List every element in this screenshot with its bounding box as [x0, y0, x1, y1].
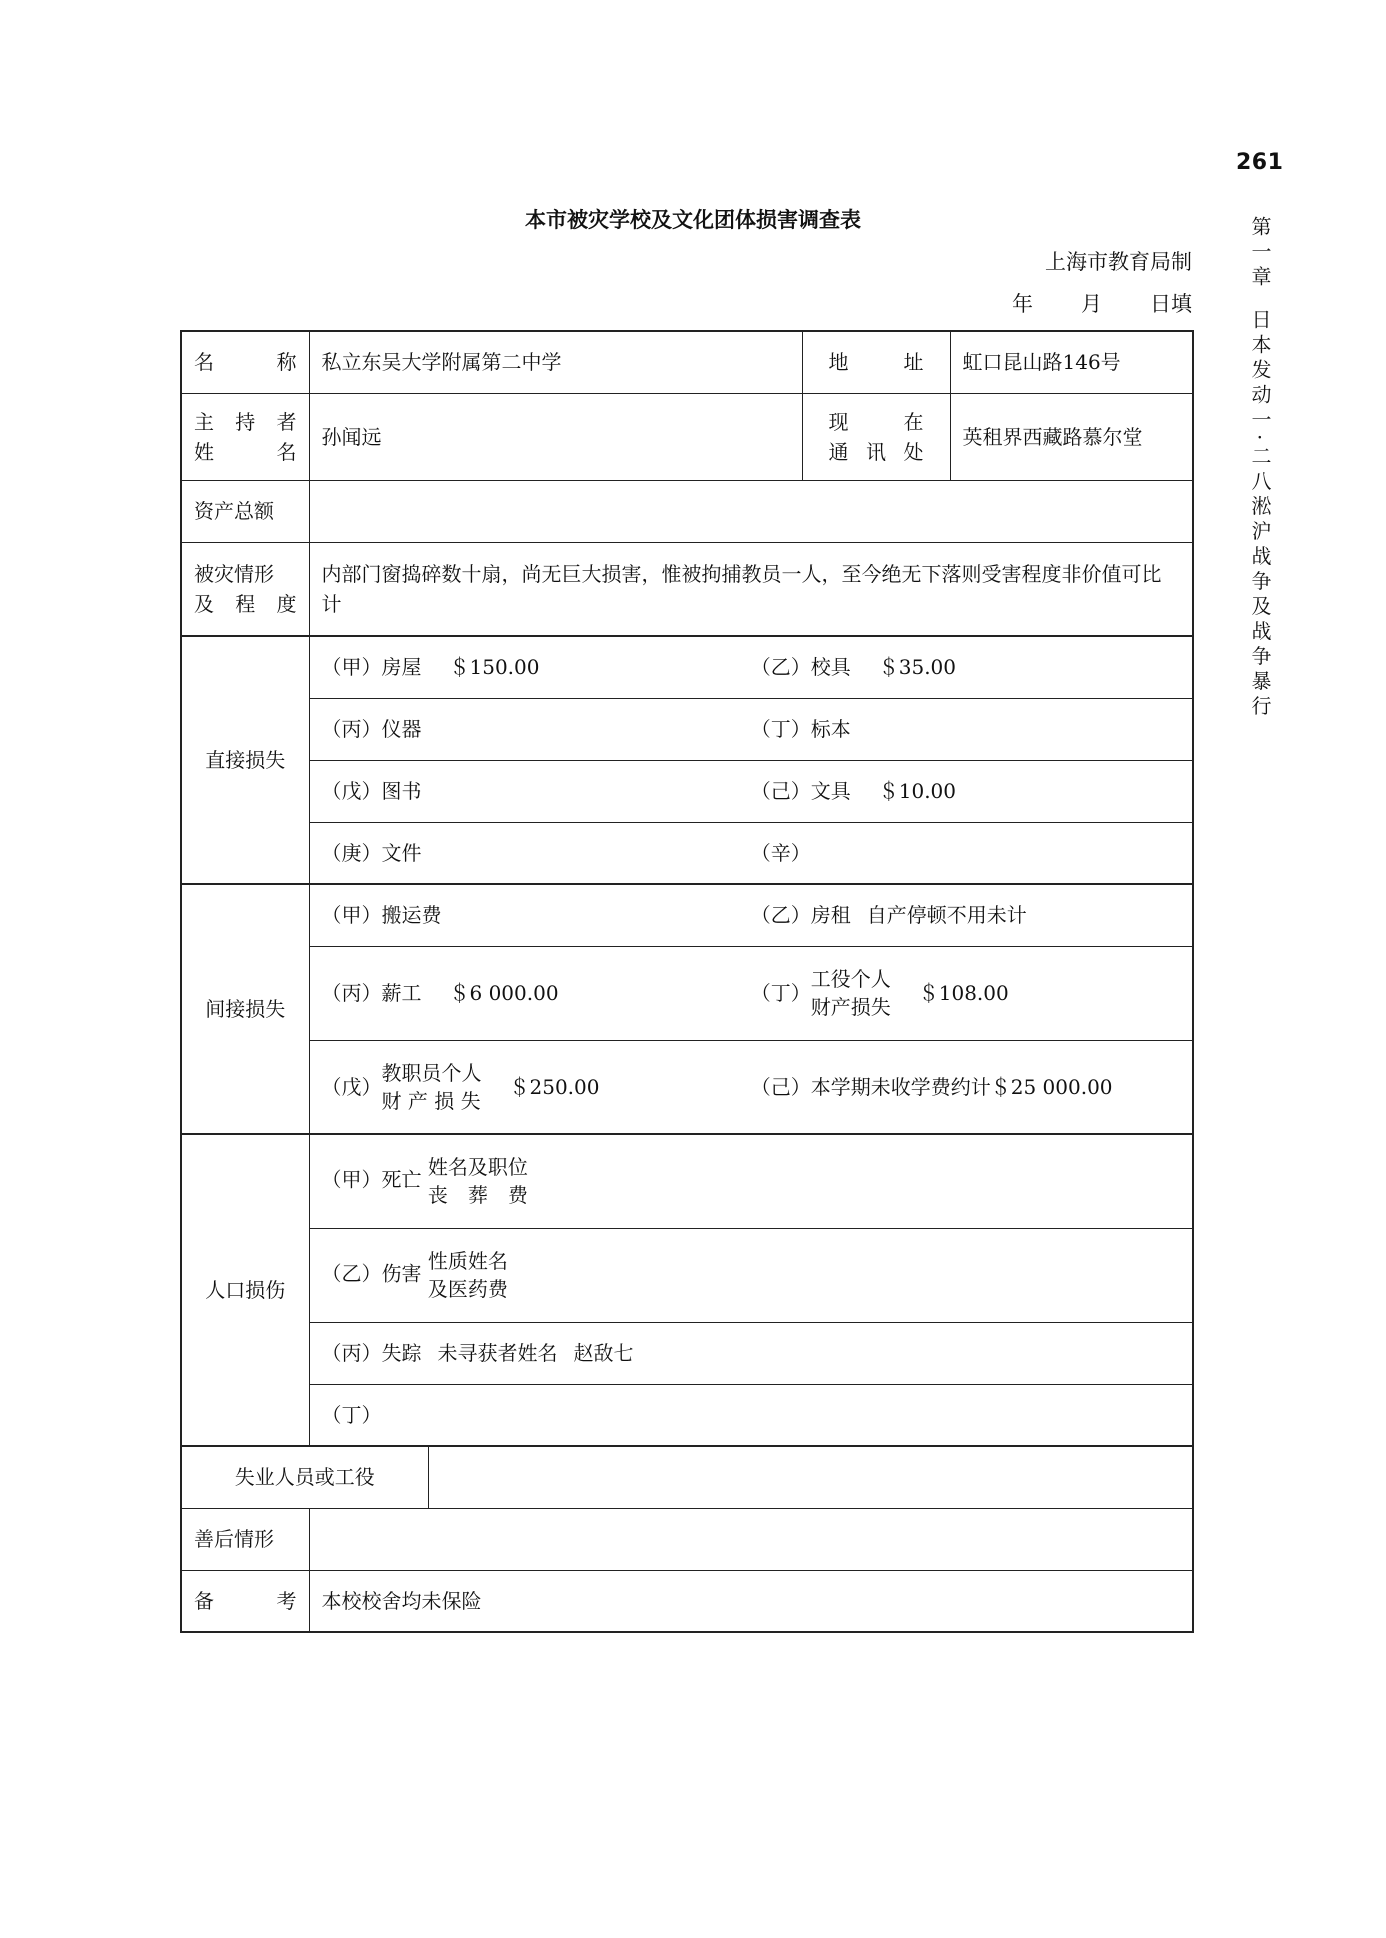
casualty-row-other: （丁）: [309, 1384, 1193, 1446]
direct-loss-row-2: （丙）仪器 （丁）标本: [309, 698, 1193, 760]
remarks-label: 备 考: [181, 1570, 309, 1632]
casualty-label: 人口损伤: [181, 1134, 309, 1446]
direct-loss-row-3: （戊）图书 （己）文具 ＄10.00: [309, 760, 1193, 822]
indirect-loss-row-2: （丙）薪工 ＄6 000.00 （丁） 工役个人 财产损失 ＄108.00: [309, 946, 1193, 1040]
indirect-loss-row-1: （甲）搬运费 （乙）房租 自产停顿不用未计: [309, 884, 1193, 946]
aftermath-label: 善后情形: [181, 1508, 309, 1570]
assets-label: 资产总额: [181, 480, 309, 542]
aftermath-value: [309, 1508, 1193, 1570]
date-line: [964, 288, 1192, 318]
contact-value: 英租界西藏路慕尔堂: [950, 393, 1193, 480]
assets-value: [309, 480, 1193, 542]
date-month: 月: [1081, 292, 1102, 316]
situation-label: 被灾情形 及 程 度: [181, 542, 309, 636]
page-number: 261: [1236, 150, 1284, 175]
chapter-name: 日本发动一·二八淞沪战争及战争暴行: [1248, 309, 1272, 721]
situation-value: 内部门窗捣碎数十扇，尚无巨大损害，惟被拘捕教员一人，至今绝无下落则受害程度非价值可比计: [309, 542, 1193, 636]
host-name-label: 主 持 者 姓 名: [181, 393, 309, 480]
date-year: 年: [1012, 292, 1033, 316]
remarks-value: 本校校舍均未保险: [309, 1570, 1193, 1632]
indirect-loss-row-3: （戊） 教职员个人 财 产 损 失 ＄250.00 （己）本学期未收学费约计＄25 000.00: [309, 1040, 1193, 1134]
damage-survey-form: [180, 330, 1194, 1633]
chapter-number: 第一章: [1248, 216, 1272, 291]
chapter-running-title: [1247, 216, 1273, 720]
indirect-loss-label: 间接损失: [181, 884, 309, 1134]
name-label: 名 称: [181, 331, 309, 393]
casualty-row-death: （甲）死亡 姓名及职位 丧 葬 费: [309, 1134, 1193, 1228]
document-title: 本市被灾学校及文化团体损害调查表: [525, 208, 861, 232]
issuing-authority: 上海市教育局制: [1045, 250, 1192, 274]
direct-loss-row-4: （庚）文件 （辛）: [309, 822, 1193, 884]
direct-loss-row-1: （甲）房屋 ＄150.00 （乙）校具 ＄35.00: [309, 636, 1193, 698]
name-value: 私立东吴大学附属第二中学: [309, 331, 802, 393]
unemployed-label: 失业人员或工役: [181, 1446, 428, 1508]
address-label: 地 址: [802, 331, 950, 393]
address-value: 虹口昆山路146号: [950, 331, 1193, 393]
unemployed-value: [428, 1446, 1193, 1508]
casualty-row-injury: （乙）伤害 性质姓名 及医药费: [309, 1228, 1193, 1322]
date-day: 日填: [1150, 292, 1192, 316]
host-name-value: 孙闻远: [309, 393, 802, 480]
casualty-row-missing: （丙）失踪 未寻获者姓名 赵敌七: [309, 1322, 1193, 1384]
contact-label: 现 在 通 讯 处: [802, 393, 950, 480]
direct-loss-label: 直接损失: [181, 636, 309, 884]
